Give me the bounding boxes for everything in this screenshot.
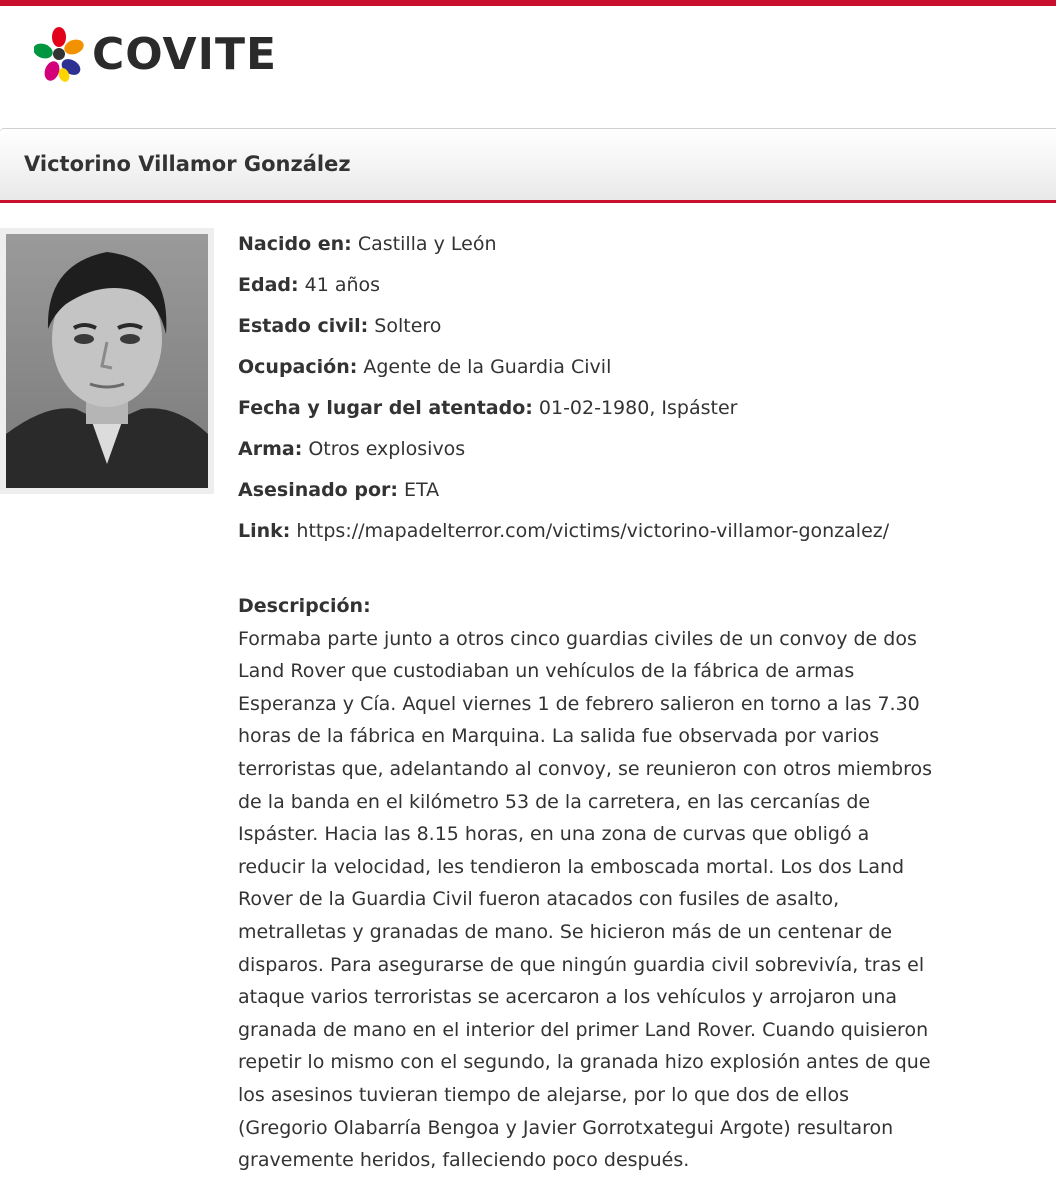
weapon-label: Arma: xyxy=(238,438,303,460)
logo-text: COVITE xyxy=(92,28,278,80)
killed-by-value: ETA xyxy=(397,479,440,501)
killed-by-row xyxy=(238,474,1038,515)
civil-status-row xyxy=(238,310,1038,351)
title-underline xyxy=(0,200,1056,203)
link-row xyxy=(238,515,1038,556)
weapon-row xyxy=(238,433,1038,474)
killed-by-label: Asesinado por: xyxy=(238,479,398,501)
description-label: Descripción: xyxy=(238,595,371,617)
weapon-value: Otros explosivos xyxy=(302,438,466,460)
occupation-row xyxy=(238,351,1038,392)
occupation-value: Agente de la Guardia Civil xyxy=(357,356,612,378)
civil-status-value: Soltero xyxy=(368,315,442,337)
age-value: 41 años xyxy=(298,274,381,296)
age-label: Edad: xyxy=(238,274,299,296)
occupation-label: Ocupación: xyxy=(238,356,358,378)
link-value[interactable]: https://mapadelterror.com/victims/victorino-villamor-gonzalez/ xyxy=(290,520,890,542)
attack-value: 01-02-1980, Ispáster xyxy=(532,397,738,419)
site-logo[interactable] xyxy=(34,24,277,84)
born-row xyxy=(238,228,1038,269)
page-title: Victorino Villamor González xyxy=(24,152,351,176)
attack-label: Fecha y lugar del atentado: xyxy=(238,397,533,419)
attack-row xyxy=(238,392,1038,433)
portrait-photo-icon xyxy=(6,234,208,488)
description-section xyxy=(238,590,938,1177)
link-label: Link: xyxy=(238,520,291,542)
victim-photo xyxy=(0,228,214,494)
flower-logo-icon xyxy=(34,25,84,83)
site-header xyxy=(0,6,1056,128)
victim-info xyxy=(238,228,1038,556)
age-row xyxy=(238,269,1038,310)
born-value: Castilla y León xyxy=(351,233,497,255)
civil-status-label: Estado civil: xyxy=(238,315,369,337)
description-text: Formaba parte junto a otros cinco guardias civiles de un convoy de dos Land Rover que custodiaban un vehículos de la fábrica de armas Esperanza y Cía. Aquel viernes 1 de febrero salieron en torno a las 7.30 horas de la fábrica en Marquina. La salida fue observada por varios terroristas que, adelantando al convoy, se reunieron con otros miembros de la banda en el kilómetro 53 de la carretera, en las cercanías de Ispáster. Hacia las 8.15 horas, en una zona de curvas que obligó a reducir la velocidad, les tendieron la emboscada mortal. Los dos Land Rover de la Guardia Civil fueron atacados con fusiles de asalto, metralletas y granadas de mano. Se hicieron más de un centenar de disparos. Para asegurarse de que ningún guardia civil sobrevivía, tras el ataque varios terroristas se acercaron a los vehículos y arrojaron una granada de mano en el interior del primer Land Rover. Cuando quisieron repetir lo mismo con el segundo, la granada hizo explosión antes de que los asesinos tuvieran tiempo de alejarse, por lo que dos de ellos (Gregorio Olabarría Bengoa y Javier Gorrotxategui Argote) resultaron gravemente heridos, falleciendo poco después. xyxy=(238,627,933,1172)
born-label: Nacido en: xyxy=(238,233,352,255)
